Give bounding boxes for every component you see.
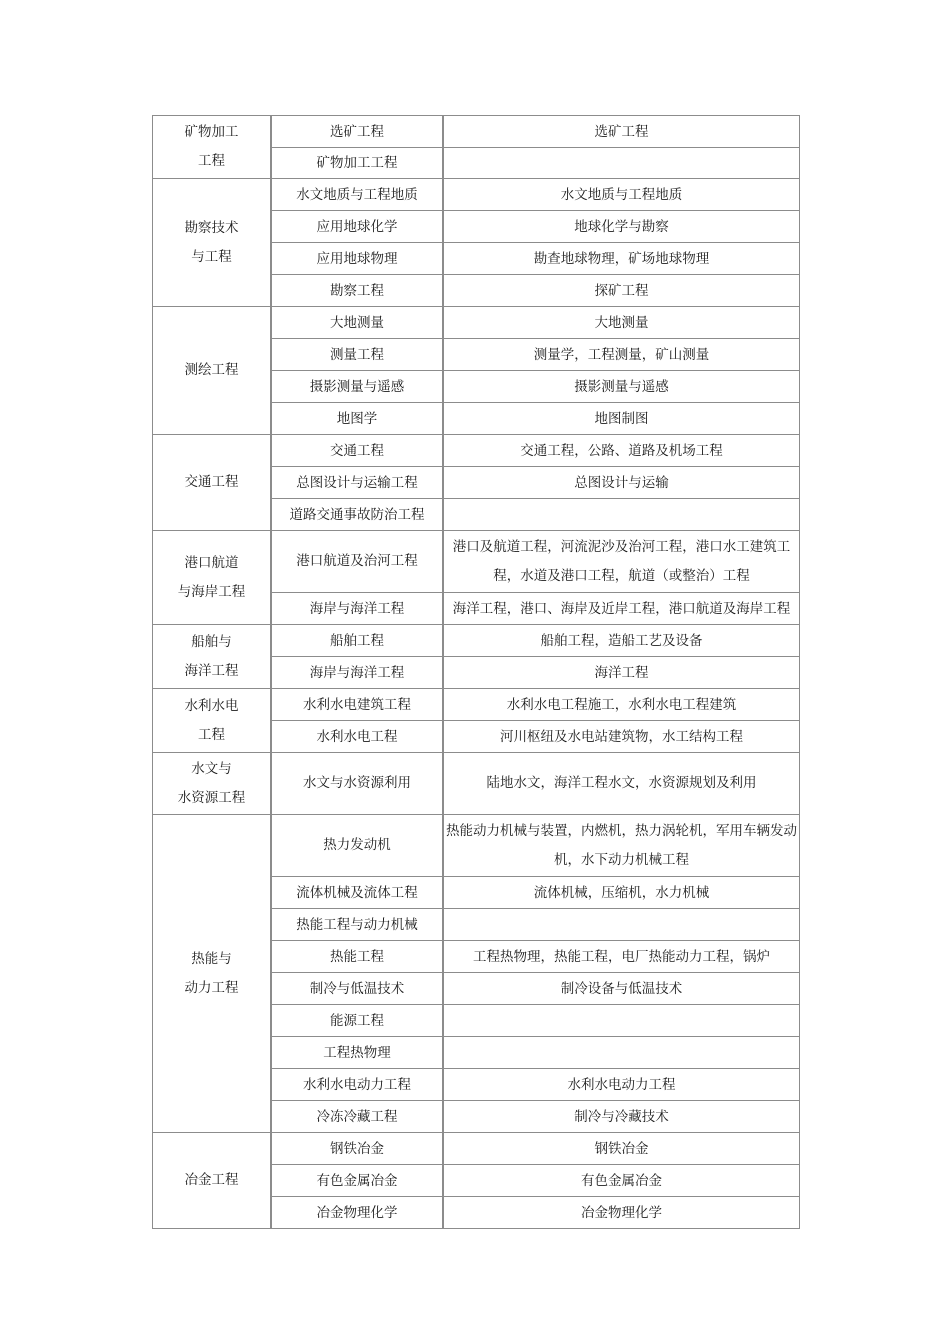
major-name-cell: 热力发动机 xyxy=(272,815,444,876)
category-label-line: 冶金工程 xyxy=(184,1172,239,1188)
table-row xyxy=(272,307,799,339)
category-label-line: 与海岸工程 xyxy=(177,583,246,600)
major-name-cell: 勘察工程 xyxy=(272,275,444,306)
table-row xyxy=(272,148,799,178)
table-row xyxy=(272,1101,799,1132)
major-name-cell: 钢铁冶金 xyxy=(272,1133,444,1164)
category-group xyxy=(152,306,800,434)
former-major-cell xyxy=(444,909,799,940)
major-name-cell: 水利水电工程 xyxy=(272,721,444,752)
major-name-cell: 热能工程 xyxy=(272,941,444,972)
category-label-line: 与工程 xyxy=(191,248,232,265)
former-major-cell xyxy=(444,1005,799,1036)
category-label-line: 水资源工程 xyxy=(177,789,246,806)
major-name-cell: 应用地球物理 xyxy=(272,243,444,274)
major-name-cell: 热能工程与动力机械 xyxy=(272,909,444,940)
major-name-cell: 水文地质与工程地质 xyxy=(272,179,444,210)
category-cell xyxy=(153,179,272,306)
table-row xyxy=(272,625,799,657)
former-major-cell: 热能动力机械与装置，内燃机，热力涡轮机，军用车辆发动机，水下动力机械工程 xyxy=(446,822,797,868)
former-major-cell: 交通工程，公路、道路及机场工程 xyxy=(520,443,723,459)
table-row xyxy=(272,721,799,752)
major-name-cell: 选矿工程 xyxy=(272,116,444,147)
table-row xyxy=(272,339,799,371)
table-row xyxy=(272,179,799,211)
major-name-cell: 海岸与海洋工程 xyxy=(272,593,444,624)
category-group xyxy=(152,624,800,688)
table-row xyxy=(272,753,799,814)
table-row xyxy=(272,1037,799,1069)
former-major-cell: 制冷与冷藏技术 xyxy=(574,1109,669,1125)
category-label-line: 工程 xyxy=(198,153,225,169)
major-name-cell: 海岸与海洋工程 xyxy=(272,657,444,688)
table-row xyxy=(272,211,799,243)
former-major-cell: 流体机械，压缩机，水力机械 xyxy=(533,885,710,901)
table-row xyxy=(272,1133,799,1165)
former-major-cell: 水利水电动力工程 xyxy=(567,1077,676,1093)
category-group xyxy=(152,688,800,752)
major-name-cell: 冷冻冷藏工程 xyxy=(272,1101,444,1132)
table-row xyxy=(272,973,799,1005)
table-row xyxy=(272,371,799,403)
major-name-cell: 冶金物理化学 xyxy=(272,1197,444,1228)
former-major-cell: 水利水电工程施工，水利水电工程建筑 xyxy=(506,697,737,713)
table-row xyxy=(272,941,799,973)
table-row xyxy=(272,1197,799,1228)
category-group xyxy=(152,814,800,1132)
category-label-line: 海洋工程 xyxy=(184,662,239,679)
table-row xyxy=(272,531,799,593)
major-name-cell: 能源工程 xyxy=(272,1005,444,1036)
former-major-cell: 选矿工程 xyxy=(594,124,649,140)
category-label-line: 矿物加工 xyxy=(184,124,239,140)
table-row xyxy=(272,815,799,877)
category-label-line: 交通工程 xyxy=(184,474,239,490)
former-major-cell: 地球化学与勘察 xyxy=(574,219,669,235)
category-group xyxy=(152,434,800,530)
former-major-cell: 大地测量 xyxy=(594,315,649,331)
category-group xyxy=(152,752,800,814)
table-row xyxy=(272,1005,799,1037)
major-name-cell: 水利水电建筑工程 xyxy=(272,689,444,720)
former-major-cell: 海洋工程，港口、海岸及近岸工程，港口航道及海岸工程 xyxy=(452,601,791,617)
former-major-cell: 港口及航道工程，河流泥沙及治河工程，港口水工建筑工程，水道及港口工程，航道（或整治）工程 xyxy=(452,538,791,584)
former-major-cell: 地图制图 xyxy=(594,411,649,427)
table-row xyxy=(272,499,799,530)
former-major-cell: 河川枢纽及水电站建筑物，水工结构工程 xyxy=(500,729,743,745)
former-major-cell: 有色金属冶金 xyxy=(581,1173,662,1189)
table-row xyxy=(272,689,799,721)
former-major-cell: 陆地水文，海洋工程水文，水资源规划及利用 xyxy=(486,775,757,791)
category-group xyxy=(152,115,800,178)
major-name-cell: 工程热物理 xyxy=(272,1037,444,1068)
major-name-cell: 制冷与低温技术 xyxy=(272,973,444,1004)
table-row xyxy=(272,1165,799,1197)
category-label-line: 水文与 xyxy=(191,760,232,777)
table-row xyxy=(272,877,799,909)
major-name-cell: 总图设计与运输工程 xyxy=(272,467,444,498)
category-group xyxy=(152,178,800,306)
category-cell xyxy=(153,753,272,814)
category-cell xyxy=(153,1133,272,1228)
former-major-cell: 船舶工程，造船工艺及设备 xyxy=(540,633,703,649)
table-row xyxy=(272,593,799,624)
major-name-cell: 流体机械及流体工程 xyxy=(272,877,444,908)
major-name-cell: 地图学 xyxy=(272,403,444,434)
table-row xyxy=(272,657,799,688)
major-name-cell: 矿物加工工程 xyxy=(272,148,444,178)
former-major-cell xyxy=(444,1037,799,1068)
former-major-cell: 探矿工程 xyxy=(594,283,649,299)
former-major-cell: 冶金物理化学 xyxy=(581,1205,662,1221)
table-row xyxy=(272,116,799,148)
former-major-cell xyxy=(444,499,799,530)
major-name-cell: 应用地球化学 xyxy=(272,211,444,242)
former-major-cell: 总图设计与运输 xyxy=(574,475,669,491)
category-group xyxy=(152,1132,800,1229)
major-name-cell: 船舶工程 xyxy=(272,625,444,656)
major-name-cell: 有色金属冶金 xyxy=(272,1165,444,1196)
table-row xyxy=(272,435,799,467)
former-major-cell: 勘查地球物理，矿场地球物理 xyxy=(533,251,710,267)
category-label-line: 勘察技术 xyxy=(184,219,239,236)
former-major-cell: 钢铁冶金 xyxy=(594,1141,649,1157)
category-cell xyxy=(153,116,272,178)
category-label-line: 热能与 xyxy=(191,950,232,967)
major-name-cell: 摄影测量与遥感 xyxy=(272,371,444,402)
category-cell xyxy=(153,815,272,1132)
former-major-cell: 制冷设备与低温技术 xyxy=(560,981,683,997)
category-label-line: 工程 xyxy=(198,726,225,743)
major-name-cell: 港口航道及治河工程 xyxy=(272,531,444,592)
former-major-cell: 测量学，工程测量，矿山测量 xyxy=(533,347,710,363)
former-major-cell: 摄影测量与遥感 xyxy=(574,379,669,395)
table-row xyxy=(272,403,799,434)
former-major-cell: 工程热物理，热能工程，电厂热能动力工程，锅炉 xyxy=(473,949,770,965)
category-cell xyxy=(153,625,272,688)
table-row xyxy=(272,275,799,306)
major-name-cell: 交通工程 xyxy=(272,435,444,466)
category-cell xyxy=(153,307,272,434)
table-row xyxy=(272,467,799,499)
table-row xyxy=(272,909,799,941)
major-name-cell: 水利水电动力工程 xyxy=(272,1069,444,1100)
major-name-cell: 道路交通事故防治工程 xyxy=(272,499,444,530)
category-cell xyxy=(153,531,272,624)
category-group xyxy=(152,530,800,624)
category-cell xyxy=(153,689,272,752)
category-label-line: 动力工程 xyxy=(184,979,239,996)
former-major-cell: 水文地质与工程地质 xyxy=(560,187,683,203)
table-row xyxy=(272,1069,799,1101)
major-name-cell: 大地测量 xyxy=(272,307,444,338)
table-row xyxy=(272,243,799,275)
category-cell xyxy=(153,435,272,530)
major-name-cell: 水文与水资源利用 xyxy=(272,753,444,814)
category-label-line: 港口航道 xyxy=(184,554,239,571)
major-mapping-table xyxy=(152,115,800,1229)
former-major-cell xyxy=(444,148,799,178)
major-name-cell: 测量工程 xyxy=(272,339,444,370)
former-major-cell: 海洋工程 xyxy=(594,665,649,681)
category-label-line: 测绘工程 xyxy=(184,362,239,378)
category-label-line: 船舶与 xyxy=(191,633,232,650)
category-label-line: 水利水电 xyxy=(184,697,239,714)
